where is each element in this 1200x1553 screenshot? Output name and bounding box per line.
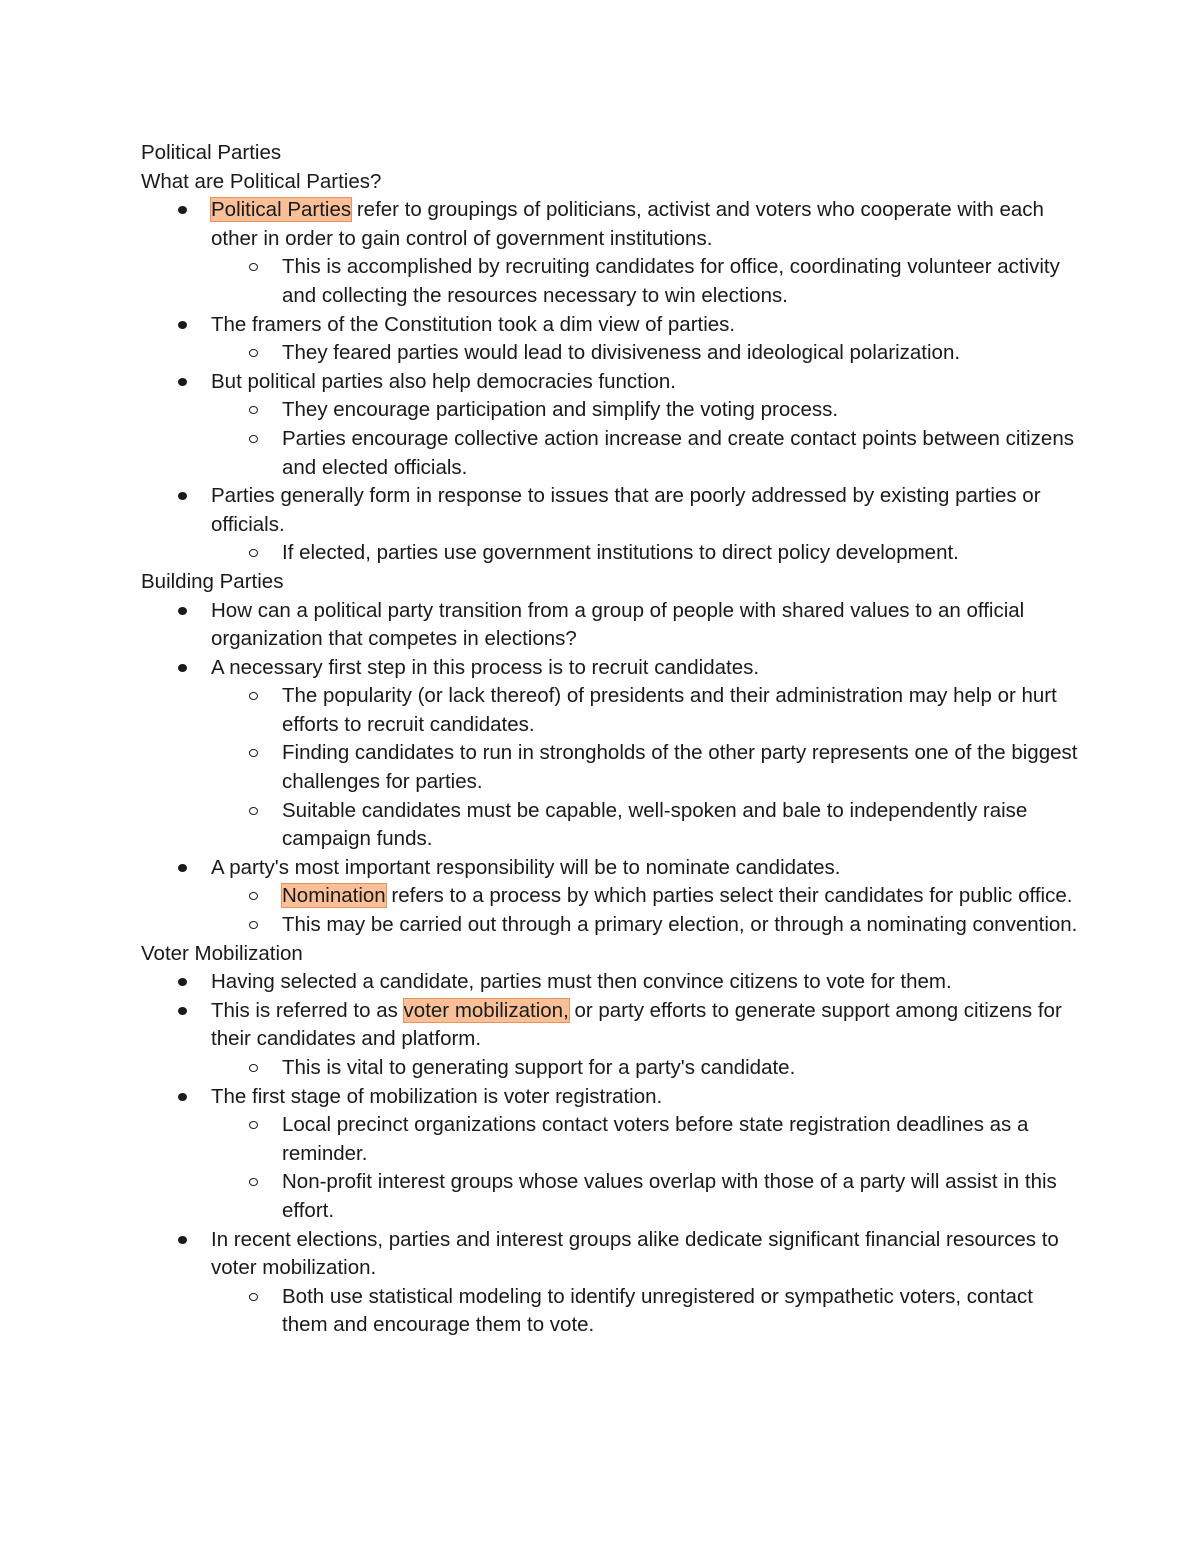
sub-list-item xyxy=(282,1283,1081,1340)
sub-list-item-text: The popularity (or lack thereof) of presidents and their administration may help or hurt efforts to recruit candidates. xyxy=(282,684,1057,736)
sub-list-item-text: They feared parties would lead to divisiveness and ideological polarization. xyxy=(282,341,961,365)
list-item xyxy=(211,997,1081,1083)
list-item xyxy=(211,368,1081,482)
sub-list-item xyxy=(282,539,1081,568)
section-2-list xyxy=(141,597,1081,940)
filled-bullet-icon xyxy=(178,664,187,672)
list-item xyxy=(211,196,1081,310)
hollow-bullet-icon xyxy=(249,692,258,700)
sub-list-item xyxy=(282,339,1081,368)
filled-bullet-icon xyxy=(178,1236,187,1244)
sub-list xyxy=(211,1054,1081,1083)
sub-list-item xyxy=(282,911,1081,940)
sub-list-item-text: They encourage participation and simplify the voting process. xyxy=(282,398,839,422)
hollow-bullet-icon xyxy=(249,892,258,900)
section-1-list xyxy=(141,196,1081,568)
list-item-text: A party's most important responsibility will be to nominate candidates. xyxy=(211,855,841,879)
list-item-text: refer to groupings of politicians, activist and voters who cooperate with each other in order to gain control of government institutions. xyxy=(211,198,1044,250)
filled-bullet-icon xyxy=(178,607,187,615)
sub-list-item-text: Non-profit interest groups whose values overlap with those of a party will assist in this effort. xyxy=(282,1170,1057,1222)
sub-list xyxy=(211,882,1081,939)
list-item-text: In recent elections, parties and interest groups alike dedicate significant financial resources to voter mobilization. xyxy=(211,1227,1059,1280)
sub-list xyxy=(211,1111,1081,1225)
hollow-bullet-icon xyxy=(249,921,258,929)
sub-list xyxy=(211,396,1081,482)
sub-list-item-text: Both use statistical modeling to identify unregistered or sympathetic voters, contact them and encourage them to vote. xyxy=(282,1284,1033,1337)
filled-bullet-icon xyxy=(178,206,187,214)
section-heading-voter-mobilization: Voter Mobilization xyxy=(141,941,303,965)
sub-list-item xyxy=(282,1168,1081,1225)
list-item-text: This is referred to as xyxy=(211,998,404,1022)
list-item-text: Having selected a candidate, parties must then convince citizens to vote for them. xyxy=(211,970,952,994)
sub-list-item-text: This is vital to generating support for a party's candidate. xyxy=(282,1056,796,1079)
list-item xyxy=(211,1083,1081,1226)
hollow-bullet-icon xyxy=(249,263,258,271)
section-heading-what-are-parties: What are Political Parties? xyxy=(141,169,382,193)
sub-list-item xyxy=(282,882,1081,911)
list-item-text: Parties generally form in response to issues that are poorly addressed by existing parties or officials. xyxy=(211,484,1041,536)
list-item xyxy=(211,968,1081,997)
sub-list-item-text: Suitable candidates must be capable, well-spoken and bale to independently raise campaign funds. xyxy=(282,798,1028,851)
sub-list-item-text: Finding candidates to run in strongholds of the other party represents one of the biggest challenges for parties. xyxy=(282,741,1078,794)
filled-bullet-icon xyxy=(178,378,187,386)
sub-list xyxy=(211,1283,1081,1340)
sub-list-item-text: Parties encourage collective action increase and create contact points between citizens and elected officials. xyxy=(282,426,1074,479)
filled-bullet-icon xyxy=(178,978,187,986)
sub-list-item-text: Local precinct organizations contact voters before state registration deadlines as a reminder. xyxy=(282,1113,1029,1165)
highlighted-term: Nomination xyxy=(282,884,386,908)
section-heading-building-parties: Building Parties xyxy=(141,569,284,593)
highlighted-term: voter mobilization, xyxy=(403,998,569,1022)
list-item xyxy=(211,597,1081,654)
filled-bullet-icon xyxy=(178,1093,187,1101)
list-item-text: But political parties also help democracies function. xyxy=(211,369,676,393)
sub-list xyxy=(211,253,1081,310)
list-item-text: How can a political party transition from a group of people with shared values to an official organization that competes in elections? xyxy=(211,598,1025,651)
sub-list xyxy=(211,682,1081,854)
filled-bullet-icon xyxy=(178,321,187,329)
document-title: Political Parties xyxy=(141,141,282,164)
list-item-text: The first stage of mobilization is voter registration. xyxy=(211,1084,663,1108)
hollow-bullet-icon xyxy=(249,549,258,557)
list-item-text: A necessary first step in this process is to recruit candidates. xyxy=(211,655,760,679)
sub-list-item-text: refers to a process by which parties select their candidates for public office. xyxy=(385,884,1073,908)
hollow-bullet-icon xyxy=(249,349,258,357)
sub-list-item xyxy=(282,797,1081,854)
hollow-bullet-icon xyxy=(249,406,258,414)
sub-list xyxy=(211,339,1081,368)
list-item-text: or party efforts to generate support among citizens for their candidates and platform. xyxy=(211,998,1062,1051)
section-3-list xyxy=(141,968,1081,1340)
list-item xyxy=(211,654,1081,854)
list-item-text: The framers of the Constitution took a dim view of parties. xyxy=(211,312,736,336)
hollow-bullet-icon xyxy=(249,807,258,815)
document-page xyxy=(141,139,1081,1340)
list-item xyxy=(211,482,1081,568)
sub-list-item xyxy=(282,1054,1081,1083)
sub-list-item xyxy=(282,396,1081,425)
list-item xyxy=(211,854,1081,940)
filled-bullet-icon xyxy=(178,492,187,500)
sub-list-item xyxy=(282,682,1081,739)
hollow-bullet-icon xyxy=(249,749,258,757)
sub-list-item-text: This is accomplished by recruiting candidates for office, coordinating volunteer activity and collecting the resources necessary to win elections. xyxy=(282,255,1060,307)
hollow-bullet-icon xyxy=(249,1121,258,1129)
list-item xyxy=(211,311,1081,368)
hollow-bullet-icon xyxy=(249,1178,258,1186)
sub-list-item xyxy=(282,1111,1081,1168)
sub-list-item xyxy=(282,739,1081,796)
highlighted-term: Political Parties xyxy=(211,198,352,222)
filled-bullet-icon xyxy=(178,1007,187,1015)
sub-list xyxy=(211,539,1081,568)
sub-list-item xyxy=(282,425,1081,482)
hollow-bullet-icon xyxy=(249,1064,258,1072)
sub-list-item-text: If elected, parties use government institutions to direct policy development. xyxy=(282,541,959,565)
hollow-bullet-icon xyxy=(249,435,258,443)
sub-list-item xyxy=(282,253,1081,310)
hollow-bullet-icon xyxy=(249,1293,258,1301)
filled-bullet-icon xyxy=(178,864,187,872)
sub-list-item-text: This may be carried out through a primary election, or through a nominating convention. xyxy=(282,913,1078,937)
list-item xyxy=(211,1226,1081,1340)
